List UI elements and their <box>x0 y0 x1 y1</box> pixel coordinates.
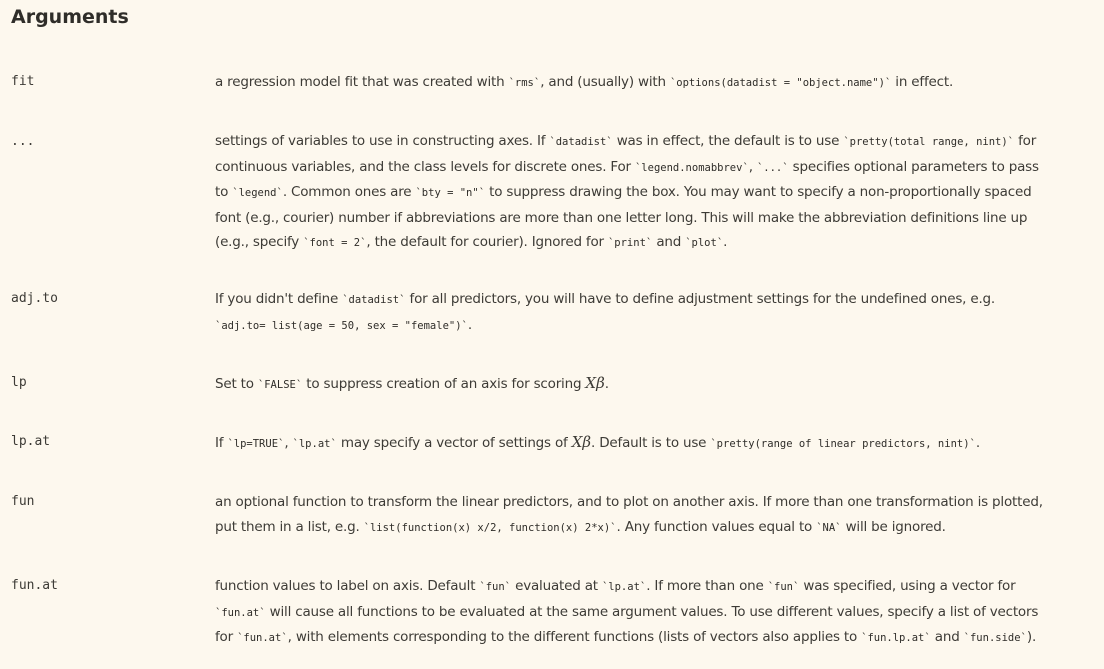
arg-name-lp: lp <box>11 375 27 390</box>
inline-code: `fun.lp.at` <box>861 632 931 644</box>
desc-text: to suppress drawing the box. You may want to specify a non-proportionally spaced font (e.g., courier) number if abbreviations are more than one letter long. This will make the abbreviation definitions line up (e.g., specify <box>215 184 1032 250</box>
desc-text: specifies optional parameters to pass to <box>215 158 1039 200</box>
arg-desc-adj-to <box>215 287 1045 338</box>
arg-name-fit: fit <box>11 74 35 89</box>
inline-code: `font = 2` <box>303 237 367 249</box>
desc-text: . Common ones are <box>282 184 416 200</box>
inline-code: `legend` <box>232 187 283 199</box>
inline-code: `datadist` <box>342 294 406 306</box>
inline-code: `NA` <box>816 521 842 534</box>
desc-text: an optional function to transform the linear predictors, and to plot on another axis. If more than one transformation is plotted, put them in a list, e.g. <box>215 494 1043 535</box>
inline-code: `bty = "n"` <box>415 187 486 199</box>
desc-text: . Any function values equal to <box>616 518 817 535</box>
inline-code: `lp.at` <box>292 438 337 450</box>
desc-text: , with elements corresponding to the different functions (lists of vectors also applies to <box>287 629 862 645</box>
desc-text: for continuous variables, and the class levels for discrete ones. For <box>215 133 1037 175</box>
inline-code: `adj.to= list(age = 50, sex = "female")` <box>215 319 468 332</box>
inline-code: `list(function(x) x/2, function(x) 2*x)` <box>363 521 617 534</box>
desc-text: ). <box>1026 629 1037 645</box>
desc-text: . <box>723 234 728 250</box>
inline-code: `fun.side` <box>963 632 1027 644</box>
desc-text: , and (usually) with <box>540 74 670 90</box>
desc-text: will cause all functions to be evaluated at the same argument values. To use different values, specify a list of vectors for <box>215 603 1039 645</box>
inline-code: `lp.at` <box>601 581 647 593</box>
arg-desc-dots <box>215 129 1045 256</box>
inline-code: `rms` <box>508 77 541 89</box>
inline-code: `legend.nomabbrev` <box>634 161 749 174</box>
desc-text: a regression model fit that was created with <box>215 74 509 90</box>
arg-name-fun-at: fun.at <box>11 578 58 593</box>
inline-code: `plot` <box>685 237 724 249</box>
inline-code: `...` <box>756 161 789 174</box>
arg-desc-fun-at <box>215 574 1045 651</box>
desc-text: was in effect, the default is to use <box>612 133 844 149</box>
desc-text: was specified, using a vector for <box>799 578 1016 594</box>
desc-text: . <box>467 316 472 333</box>
desc-text: for all predictors, you will have to define adjustment settings for the undefined ones, e.g. <box>405 291 996 307</box>
inline-code: `fun` <box>767 581 800 593</box>
inline-code: `pretty(total range, nint)` <box>843 136 1014 148</box>
desc-text: . <box>975 435 980 451</box>
desc-text: , <box>284 435 293 451</box>
desc-text: settings of variables to use in constructing axes. If <box>215 133 550 149</box>
arg-name-dots: ... <box>11 134 35 149</box>
inline-code: `FALSE` <box>257 379 303 391</box>
math-expression: Xβ <box>571 433 592 451</box>
desc-text: If <box>215 435 228 451</box>
arg-name-adj-to: adj.to <box>11 291 58 306</box>
arg-desc-lp <box>215 371 1045 398</box>
inline-code: `datadist` <box>549 136 613 148</box>
arg-name-lp-at: lp.at <box>11 434 51 449</box>
inline-code: `fun.at` <box>237 632 288 644</box>
desc-text: , the default for courier). Ignored for <box>366 234 608 250</box>
desc-text: will be ignored. <box>841 518 946 535</box>
arg-desc-fit <box>215 70 1045 96</box>
desc-text: evaluated at <box>511 578 602 594</box>
inline-code: `options(datadist = "object.name")` <box>669 77 892 89</box>
desc-text: in effect. <box>891 74 954 90</box>
inline-code: `lp=TRUE` <box>227 438 285 450</box>
desc-text: . If more than one <box>646 578 768 594</box>
desc-text: . Default is to use <box>591 435 711 451</box>
desc-text: and <box>652 234 686 250</box>
inline-code: `pretty(range of linear predictors, nint)` <box>710 438 976 450</box>
arg-name-fun: fun <box>11 494 35 509</box>
math-expression: Xβ <box>585 374 605 392</box>
desc-text: , <box>748 158 757 175</box>
desc-text: to suppress creation of an axis for scoring <box>302 376 586 392</box>
desc-text: . <box>604 376 609 392</box>
desc-text: may specify a vector of settings of <box>336 435 572 451</box>
arg-desc-lp-at <box>215 430 1045 457</box>
arg-desc-fun <box>215 490 1045 540</box>
inline-code: `fun` <box>479 581 511 593</box>
desc-text: Set to <box>215 376 258 392</box>
desc-text: function values to label on axis. Default <box>215 578 480 594</box>
section-heading: Arguments <box>11 6 129 28</box>
desc-text: If you didn't define <box>215 291 343 307</box>
desc-text: and <box>930 629 964 645</box>
inline-code: `print` <box>607 237 653 249</box>
inline-code: `fun.at` <box>215 606 266 619</box>
